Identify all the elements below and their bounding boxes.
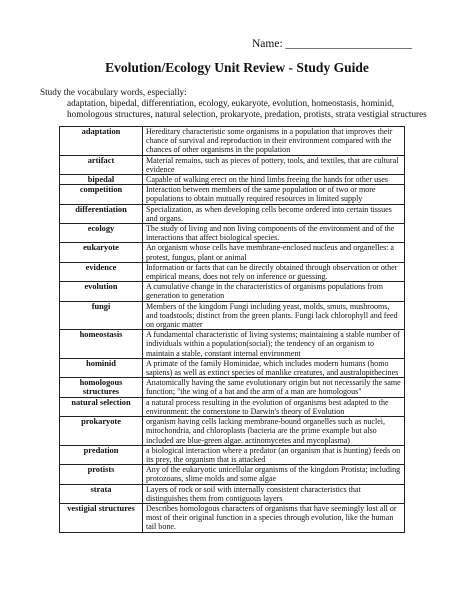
term-cell: predation <box>60 445 143 464</box>
table-row <box>60 224 405 243</box>
definition-cell: Layers of rock or soil with internally consistent characteristics that distinguishes them from contiguous layers <box>143 484 405 503</box>
table-row <box>60 445 405 464</box>
table-row <box>60 175 405 185</box>
term-cell: evolution <box>60 282 143 301</box>
definition-cell: Specialization, as when developing cells become ordered into certain tissues and organs. <box>143 204 405 223</box>
table-row <box>60 127 405 156</box>
term-cell: adaptation <box>60 127 143 156</box>
table-row <box>60 358 405 377</box>
page-title: Evolution/Ecology Unit Review - Study Guide <box>105 60 369 75</box>
definition-cell: A fundamental characteristic of living systems; maintaining a stable number of individuals within a population(social); the tendency of an organism to maintain a stable, constant internal environment <box>143 330 405 359</box>
definition-cell: A cumulative change in the characteristics of organisms populations from generation to generation <box>143 282 405 301</box>
term-cell: homologous structures <box>60 378 143 397</box>
table-row <box>60 330 405 359</box>
term-cell: differentiation <box>60 204 143 223</box>
table-row <box>60 155 405 174</box>
intro-lead: Study the vocabulary words, especially: <box>40 87 187 97</box>
vocabulary-table <box>59 126 405 533</box>
vocabulary-table-body <box>60 127 405 533</box>
vocab-list: adaptation, bipedal, differentiation, ecology, eukaryote, evolution, homeostasis, hominid, homologous structures, natural selection, prokaryote, predation, protists, strata vestigial structures <box>67 98 427 119</box>
term-cell: eukaryote <box>60 243 143 262</box>
table-row <box>60 417 405 446</box>
term-cell: homeostasis <box>60 330 143 359</box>
definition-cell: Describes homologous characters of organisms that have seemingly lost all or most of their original function in a species through evolution, like the human tail bone. <box>143 503 405 532</box>
definition-cell: Hereditary characteristic some organisms in a population that improves their chance of survival and reproduction in their environment compared with the chances of other organisms in the population <box>143 127 405 156</box>
definition-cell: Material remains, such as pieces of pottery, tools, and textiles, that are cultural evidence <box>143 155 405 174</box>
definition-cell: An organism whose cells have membrane-enclosed nucleus and organelles: a protest, fungus, plant or animal <box>143 243 405 262</box>
table-row <box>60 484 405 503</box>
definition-cell: Anatomically having the same evolutionary origin but not necessarily the same function; "the wing of a bat and the arm of a man are homologous" <box>143 378 405 397</box>
definition-cell: a natural process resulting in the evolution of organisms best adapted to the environment: the cornerstone to Darwin's theory of Evolution <box>143 397 405 416</box>
term-cell: fungi <box>60 301 143 330</box>
term-cell: protists <box>60 465 143 484</box>
definition-cell: Capable of walking erect on the hind limbs freeing the hands for other uses <box>143 175 405 185</box>
term-cell: artifact <box>60 155 143 174</box>
term-cell: natural selection <box>60 397 143 416</box>
definition-cell: organism having cells lacking membrane-bound organelles such as nuclei, mitochondria, and chloroplasts (bacteria are the prime example but also included are blue-green algae. actinomycetes and mycoplasma) <box>143 417 405 446</box>
table-row <box>60 465 405 484</box>
definition-cell: Any of the eukaryotic unicellular organisms of the kingdom Protista; including protozoans, slime molds and some algae <box>143 465 405 484</box>
term-cell: ecology <box>60 224 143 243</box>
table-row <box>60 262 405 281</box>
definition-cell: Members of the kingdom Fungi including yeast, molds, smuts, mushrooms, and toadstools; distinct from the green plants. Fungi lack chlorophyll and feed on organic matter <box>143 301 405 330</box>
term-cell: competition <box>60 185 143 204</box>
table-row <box>60 397 405 416</box>
term-cell: evidence <box>60 262 143 281</box>
term-cell: hominid <box>60 358 143 377</box>
name-line: Name: ______________________ <box>252 38 413 50</box>
definition-cell: A primate of the family Hominidae, which includes modern humans (homo sapiens) as well as extinct species of manlike creatures, and australopithecines <box>143 358 405 377</box>
term-cell: vestigial structures <box>60 503 143 532</box>
definition-cell: Interaction between members of the same population or of two or more populations to obtain mutually required resources in limited supply <box>143 185 405 204</box>
table-row <box>60 185 405 204</box>
term-cell: prokaryote <box>60 417 143 446</box>
table-row <box>60 282 405 301</box>
definition-cell: The study of living and non living components of the environment and of the interactions that affect biological species. <box>143 224 405 243</box>
table-row <box>60 204 405 223</box>
table-row <box>60 378 405 397</box>
term-cell: strata <box>60 484 143 503</box>
term-cell: bipedal <box>60 175 143 185</box>
definition-cell: Information or facts that can be directly obtained through observation or other empirical means, does not rely on inference or guessing. <box>143 262 405 281</box>
table-row <box>60 503 405 532</box>
table-row <box>60 301 405 330</box>
table-row <box>60 243 405 262</box>
definition-cell: a biological interaction where a predator (an organism that is hunting) feeds on its prey, the organism that is attacked <box>143 445 405 464</box>
